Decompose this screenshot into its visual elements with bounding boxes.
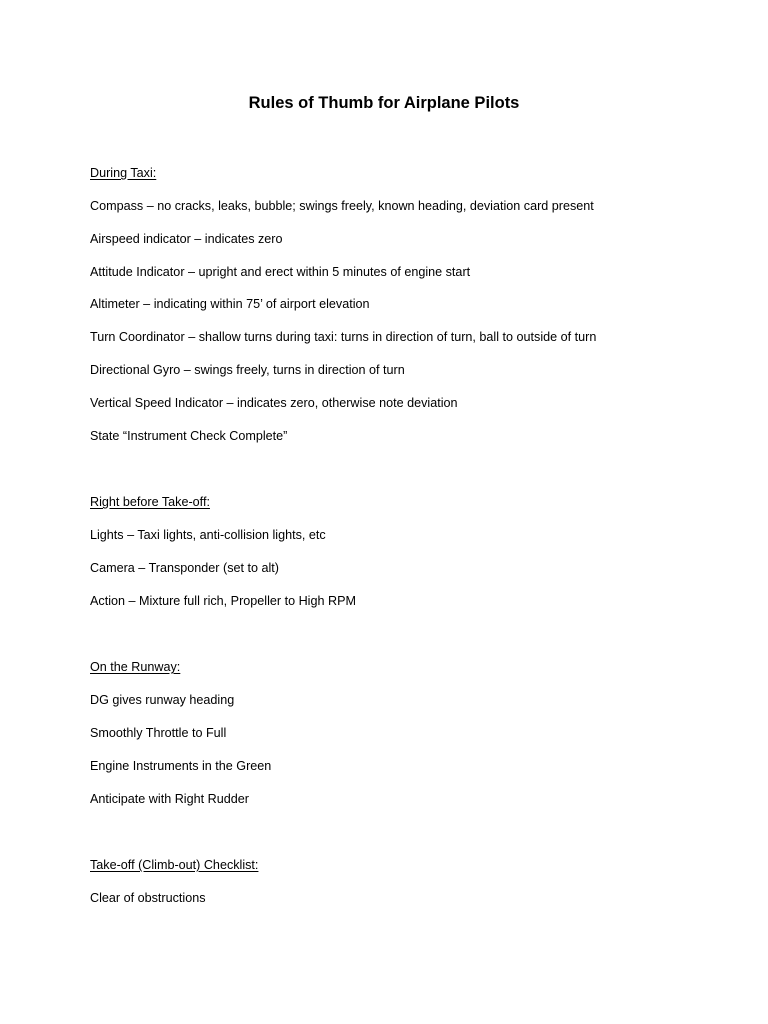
list-item: DG gives runway heading bbox=[90, 693, 235, 707]
list-item: Turn Coordinator – shallow turns during taxi: turns in direction of turn, ball to outside of turn bbox=[90, 330, 597, 344]
list-item: Compass – no cracks, leaks, bubble; swings freely, known heading, deviation card present bbox=[90, 199, 594, 213]
list-item: Camera – Transponder (set to alt) bbox=[90, 561, 279, 575]
document-title: Rules of Thumb for Airplane Pilots bbox=[248, 94, 520, 112]
list-item: Directional Gyro – swings freely, turns in direction of turn bbox=[90, 363, 405, 377]
section-heading-on-the-runway: On the Runway: bbox=[90, 660, 181, 674]
section-heading-takeoff-checklist: Take-off (Climb-out) Checklist: bbox=[90, 858, 259, 872]
section-heading-during-taxi: During Taxi: bbox=[90, 166, 157, 180]
list-item: State “Instrument Check Complete” bbox=[90, 429, 288, 443]
list-item: Altimeter – indicating within 75’ of airport elevation bbox=[90, 297, 370, 311]
list-item: Clear of obstructions bbox=[90, 891, 206, 905]
list-item: Action – Mixture full rich, Propeller to High RPM bbox=[90, 594, 356, 608]
list-item: Anticipate with Right Rudder bbox=[90, 792, 249, 806]
list-item: Smoothly Throttle to Full bbox=[90, 726, 227, 740]
list-item: Vertical Speed Indicator – indicates zero, otherwise note deviation bbox=[90, 396, 458, 410]
list-item: Engine Instruments in the Green bbox=[90, 759, 272, 773]
list-item: Airspeed indicator – indicates zero bbox=[90, 232, 283, 246]
list-item: Lights – Taxi lights, anti-collision lights, etc bbox=[90, 528, 326, 542]
list-item: Attitude Indicator – upright and erect within 5 minutes of engine start bbox=[90, 265, 471, 279]
section-heading-right-before-takeoff: Right before Take-off: bbox=[90, 495, 210, 509]
